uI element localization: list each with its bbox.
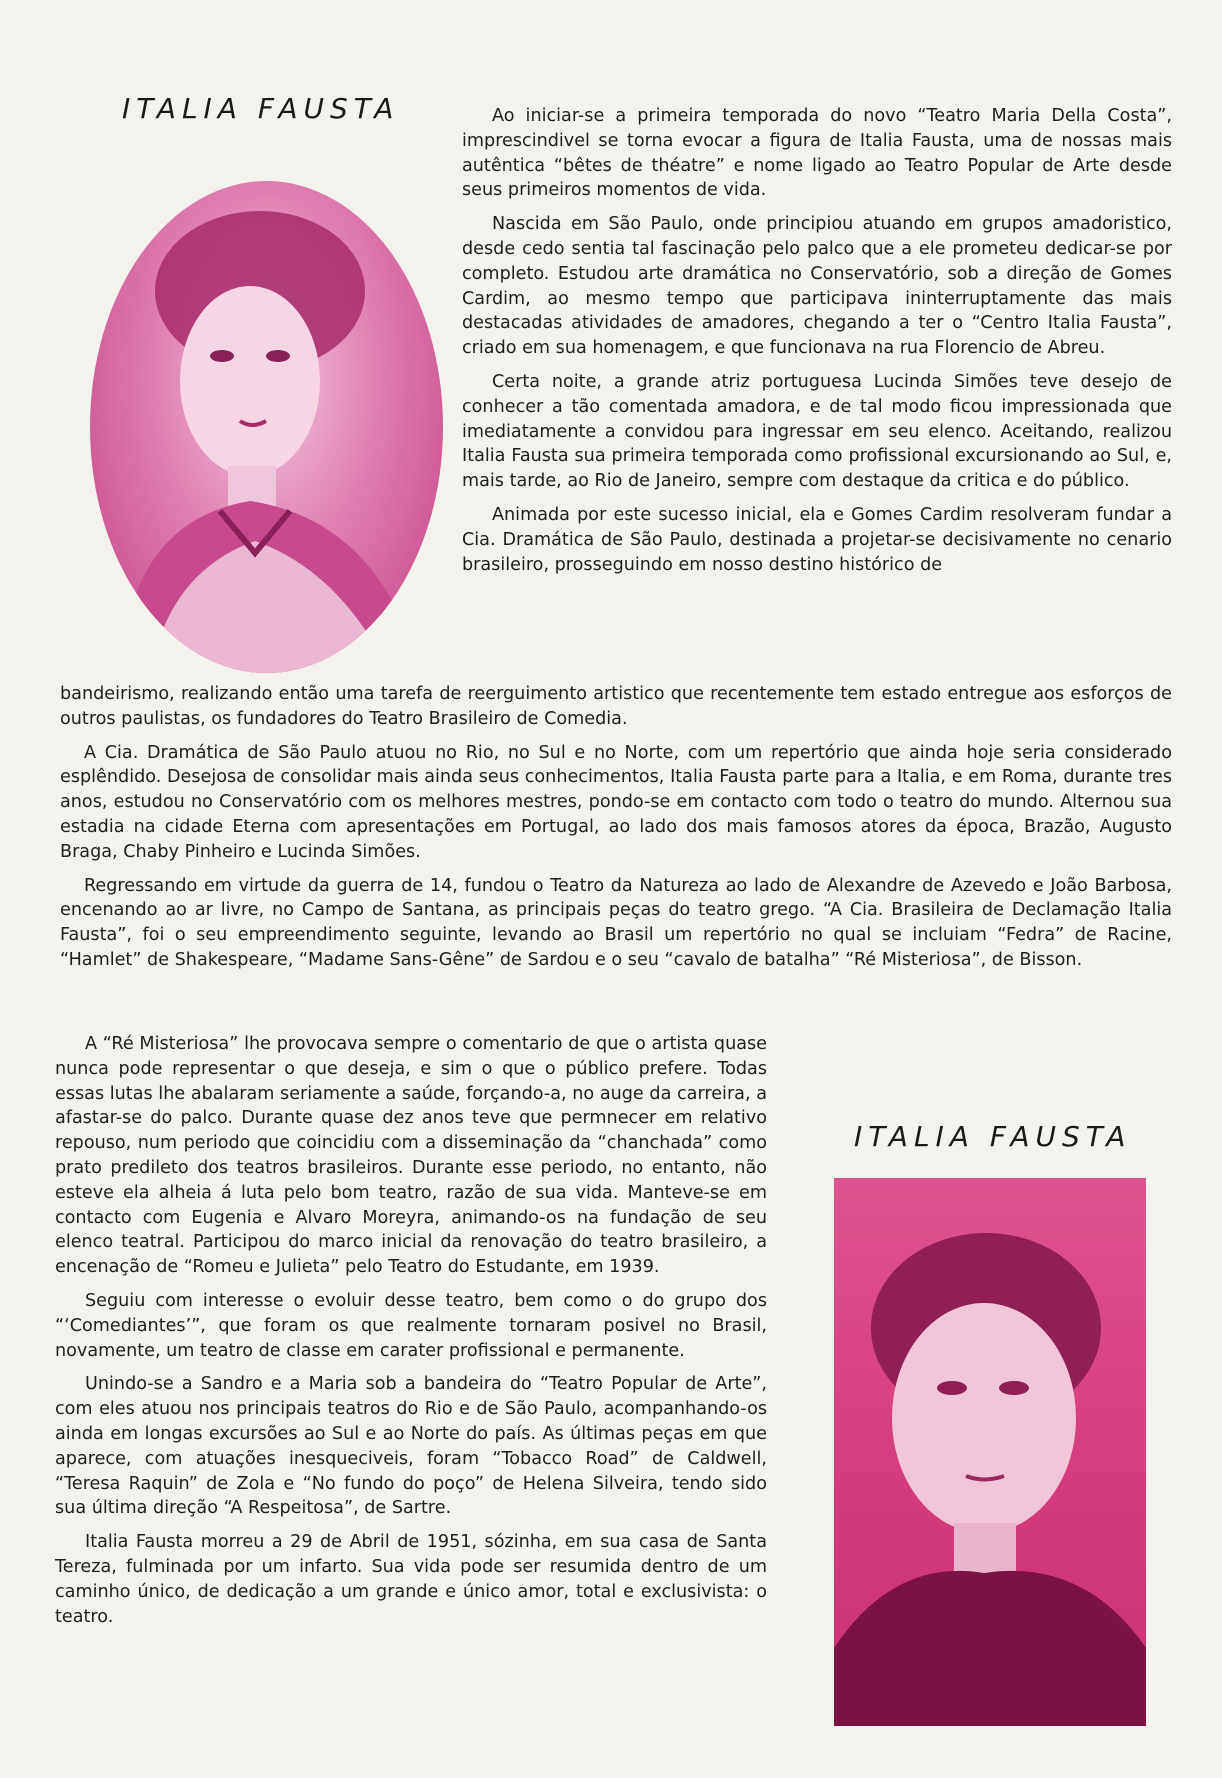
old-portrait-photo	[834, 1178, 1146, 1726]
paragraph: Certa noite, a grande atriz portuguesa Lucinda Simões teve desejo de conhecer a tão comentada amadora, e de tal modo ficou impressionada que imediatamente a convidou para ingressar em seu elenco. Aceitando, realizou Italia Fausta sua primeira temporada como profissional excursionando ao Sul, e, mais tarde, ao Rio de Janeiro, sempre com destaque da critica e do público.	[462, 371, 1172, 492]
paragraph: Italia Fausta morreu a 29 de Abril de 1951, sózinha, em sua casa de Santa Tereza, fulminada por um infarto. Sua vida pode ser resumida dentro de um caminho único, de dedicação a um grande e único amor, total e exclusivista: o teatro.	[55, 1532, 767, 1627]
paragraph: Seguiu com interesse o evoluir desse teatro, bem como o do grupo dos “‘Comediantes’”, que foram os que realmente tornaram posivel no Brasil, novamente, um teatro de classe em carater profissional e permanente.	[55, 1290, 767, 1361]
title-heading: ITALIA FAUSTA	[122, 92, 400, 125]
paragraph: Ao iniciar-se a primeira temporada do novo “Teatro Maria Della Costa”, imprescindivel se torna evocar a figura de Italia Fausta, uma de nossas mais autêntica “bêtes de théatre” e nome ligado ao Teatro Popular de Arte desde seus primeiros momentos de vida.	[462, 106, 1172, 201]
paragraph: Nascida em São Paulo, onde principiou atuando em grupos amadoristico, desde cedo sentia tal fascinação pelo palco que a ele prometeu dedicar-se por completo. Estudou arte dramática no Conservatório, sob a direção de Gomes Cardim, ao mesmo tempo que participava ininterruptamente das mais destacadas atividades de amadores, chegando a ter o “Centro Italia Fausta”, criado em sua homenagem, e que funcionava na rua Florencio de Abreu.	[462, 214, 1172, 359]
paragraph: bandeirismo, realizando então uma tarefa de reerguimento artistico que recentemente tem estado entregue aos esforços de outros paulistas, os fundadores do Teatro Brasileiro de Comedia.	[60, 684, 1172, 729]
paragraph: Unindo-se a Sandro e a Maria sob a bandeira do “Teatro Popular de Arte”, com eles atuou nos principais teatros do Rio e de São Paulo, acompanhando-os ainda em longas excursões ao Sul e ao Norte do país. As últimas peças em que aparece, com atuações inesqueciveis, foram “Tobacco Road” de Caldwell, “Teresa Raquin” de Zola e “No fundo do poço” de Helena Silveira, tendo sido sua última direção “A Respeitosa”, de Sartre.	[55, 1374, 767, 1519]
text-block-middle	[60, 682, 1172, 973]
old-portrait-silhouette	[834, 1178, 1146, 1726]
text-block-top	[462, 104, 1172, 577]
paragraph: A “Ré Misteriosa” lhe provocava sempre o comentario de que o artista quase nunca pode representar o que deseja, e sim o que o público prefere. Todas essas lutas lhe abalaram seriamente a saúde, forçando-a, no auge da carreira, a afastar-se do palco. Durante quase dez anos teve que permnecer em relativo repouso, num periodo que coincidiu com a disseminação da “chanchada” como prato predileto dos teatros brasileiros. Durante esse periodo, no entanto, não esteve ela alheia á luta pelo bom teatro, razão de sua vida. Manteve-se em contacto com Eugenia e Alvaro Moreyra, animando-os na fundação de seu elenco teatral. Participou do marco inicial da renovação do teatro brasileiro, a encenação de “Romeu e Julieta” pelo Teatro do Estudante, em 1939.	[55, 1034, 767, 1278]
photo-caption-heading: ITALIA FAUSTA	[854, 1120, 1132, 1153]
text-block-bottom	[55, 1032, 767, 1629]
young-portrait-photo	[90, 181, 443, 673]
paragraph: A Cia. Dramática de São Paulo atuou no Rio, no Sul e no Norte, com um repertório que ainda hoje seria considerado esplêndido. Desejosa de consolidar mais ainda seus conhecimentos, Italia Fausta parte para a Italia, e em Roma, durante tres anos, estudou no Conservatório com os melhores mestres, pondo-se em contacto com todo o teatro do mundo. Alternou sua estadia na cidade Eterna com apresentações em Portugal, ao lado dos mais famosos atores da época, Brazão, Augusto Braga, Chaby Pinheiro e Lucinda Simões.	[60, 742, 1172, 862]
paragraph: Animada por este sucesso inicial, ela e Gomes Cardim resolveram fundar a Cia. Dramática de São Paulo, destinada a projetar-se decisivamente no cenario brasileiro, prosseguindo em nosso destino histórico de	[462, 504, 1172, 575]
paragraph: Regressando em virtude da guerra de 14, fundou o Teatro da Natureza ao lado de Alexandre de Azevedo e João Barbosa, encenando ao ar livre, no Campo de Santana, as principais peças do teatro grego. “A Cia. Brasileira de Declamação Italia Fausta”, foi o seu empreendimento seguinte, levando ao Brasil um repertório no qual se incluiam “Fedra” de Racine, “Hamlet” de Shakespeare, “Madame Sans-Gêne” de Sardou e o seu “cavalo de batalha” “Ré Misteriosa”, de Bisson.	[60, 875, 1172, 970]
young-portrait-silhouette	[90, 181, 443, 673]
